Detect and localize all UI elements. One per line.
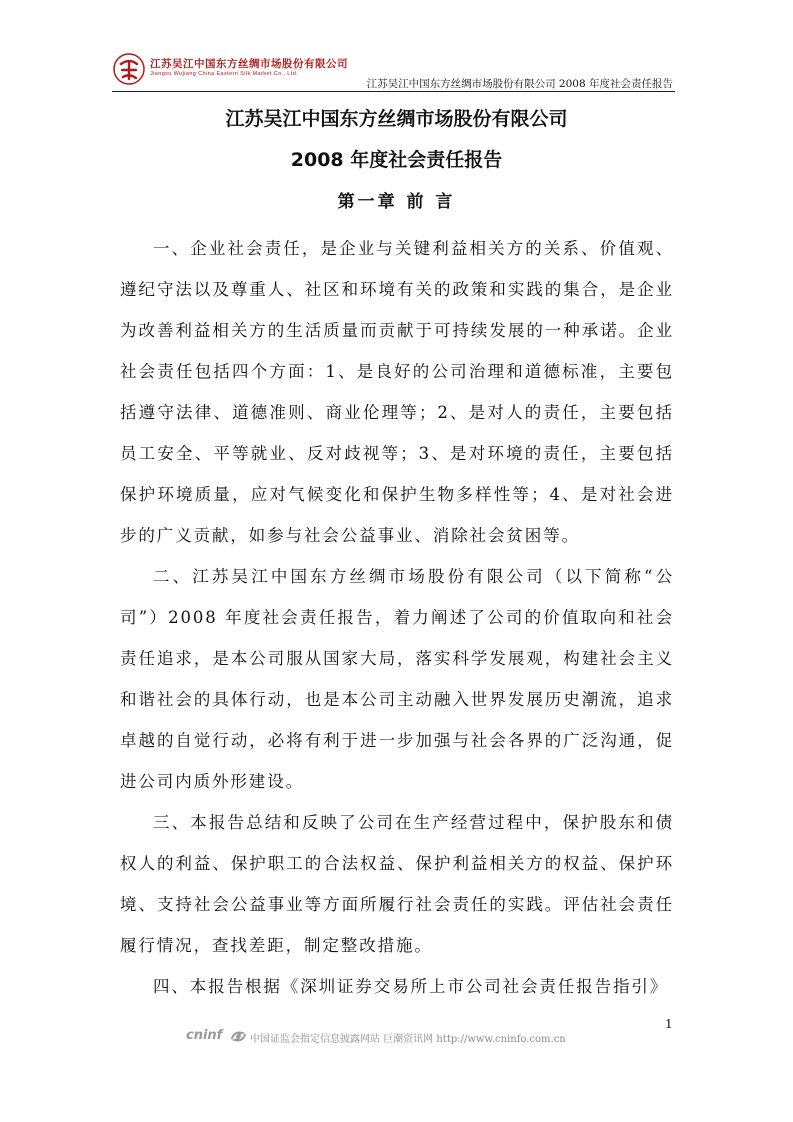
paragraph-3: 三、本报告总结和反映了公司在生产经营过程中，保护股东和债权人的利益、保护职工的合法权益、保护利益相关方的权益、保护环境、支持社会公益事业等方面所履行社会责任的实践。评估社会责任履行情况，查找差距，制定整改措施。 bbox=[120, 813, 674, 955]
paragraph-1: 一、企业社会责任，是企业与关键利益相关方的关系、价值观、遵纪守法以及尊重人、社区和环境有关的政策和实践的集合，是企业为改善利益相关方的生活质量而贡献于可持续发展的一种承诺。企业社会责任包括四个方面：1、是良好的公司治理和道德标准，主要包括遵守法律、道德准则、商业伦理等；2、是对人的责任，主要包括员工安全、平等就业、反对歧视等；3、是对环境的责任，主要包括保护环境质量，应对气候变化和保护生物多样性等；4、是对社会进步的广义贡献，如参与社会公益事业、消除社会贫困等。 bbox=[120, 239, 674, 545]
page-footer bbox=[186, 1028, 606, 1048]
document-title-company: 江苏吴江中国东方丝绸市场股份有限公司 bbox=[225, 108, 568, 130]
logo-company-name-en: Jiangsu Wujiang China Eastern Silk Market Co., Ltd. bbox=[150, 71, 299, 77]
cninf-swirl-icon bbox=[230, 1029, 247, 1044]
document-title-report: 2008 年度社会责任报告 bbox=[290, 149, 503, 171]
paragraph-2: 二、江苏吴江中国东方丝绸市场股份有限公司（以下简称“公司”）2008 年度社会责任报告，着力阐述了公司的价值取向和社会责任追求，是本公司服从国家大局，落实科学发展观，构建社会主义和谐社会的具体行动，也是本公司主动融入世界发展历史潮流，追求卓越的自觉行动，必将有利于进一步加强与社会各界的广泛沟通，促进公司内质外形建设。 bbox=[120, 567, 674, 791]
body-text bbox=[120, 228, 674, 1007]
paragraph-4: 四、本报告根据《深圳证券交易所上市公司社会责任报告指引》 bbox=[153, 977, 669, 996]
chapter-heading: 第一章 前 言 bbox=[337, 192, 456, 212]
page-number: 1 bbox=[665, 1017, 673, 1031]
logo-company-name: 江苏吴江中国东方丝绸市场股份有限公司 bbox=[150, 58, 348, 70]
company-logo-icon bbox=[112, 52, 146, 86]
header-divider bbox=[112, 91, 675, 92]
footer-site-text: 中国证监会指定信息披露网站 巨潮资讯网 http://www.cninfo.com.cn bbox=[250, 1034, 566, 1045]
running-header-title: 江苏吴江中国东方丝绸市场股份有限公司 2008 年度社会责任报告 bbox=[366, 78, 673, 90]
cninf-logo: cninf bbox=[186, 1028, 223, 1043]
page-header bbox=[112, 50, 675, 92]
